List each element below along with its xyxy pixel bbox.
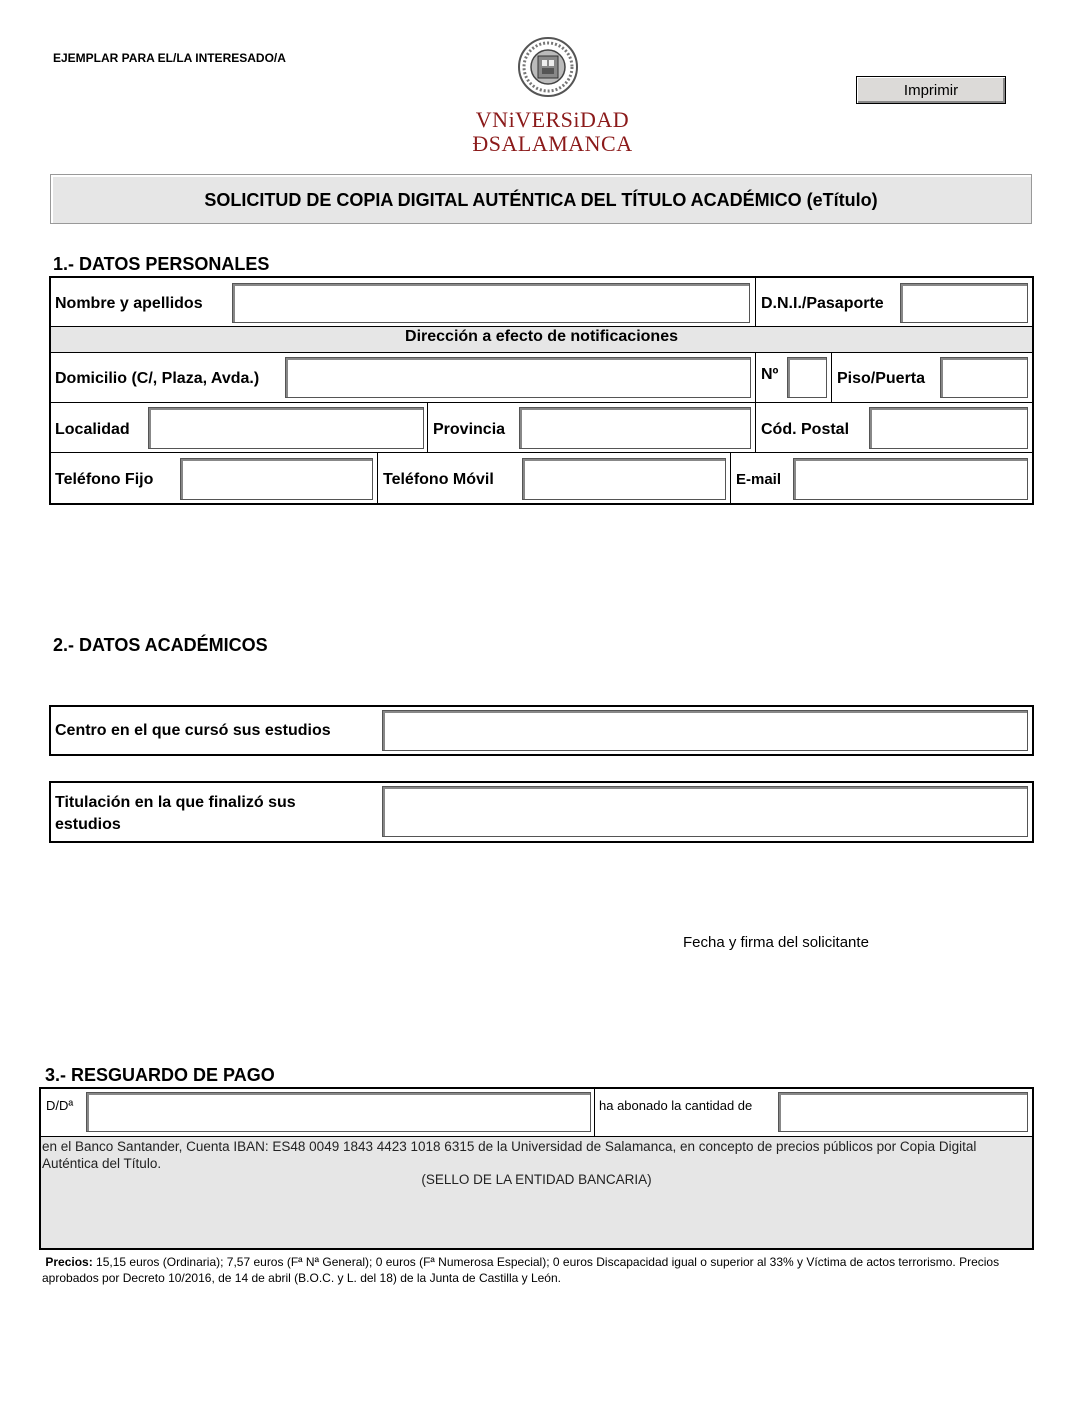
- amount-input[interactable]: [778, 1092, 1028, 1132]
- mobile-input[interactable]: [522, 458, 726, 500]
- copy-label: EJEMPLAR PARA EL/LA INTERESADO/A: [53, 51, 286, 65]
- section-personal-title: 1.- DATOS PERSONALES: [53, 254, 270, 274]
- floor-label: Piso/Puerta: [837, 370, 926, 387]
- degree-input[interactable]: [382, 786, 1028, 837]
- center-label: Centro en el que cursó sus estudios: [55, 722, 331, 739]
- city-label: Localidad: [55, 421, 130, 438]
- province-label: Provincia: [433, 421, 506, 438]
- university-seal-icon: [518, 34, 578, 100]
- degree-label: Titulación en la que finalizó sus estudios: [55, 794, 296, 833]
- postal-input[interactable]: [869, 407, 1028, 449]
- province-input[interactable]: [519, 407, 751, 449]
- number-label: Nº: [761, 366, 779, 383]
- payer-input[interactable]: [86, 1092, 591, 1132]
- university-logo-text: VNiVERSiDAD ÐSALAMANCA: [472, 107, 633, 156]
- dni-input[interactable]: [900, 283, 1028, 323]
- email-label: E-mail: [736, 471, 782, 488]
- phone-label: Teléfono Fijo: [55, 471, 154, 488]
- street-input[interactable]: [285, 357, 751, 398]
- postal-label: Cód. Postal: [761, 421, 850, 438]
- prices-note: Precios: 15,15 euros (Ordinaria); 7,57 euros (Fª Nª General); 0 euros (Fª Numerosa Especial); 0 euros Discapacidad igual o superior al 33% y Víctima de actos terrorismo. Precios aprobados por Decreto 10/2016, de 14 de abril (B.O.C. y L. del 18) de la Junta de Castilla y León.: [42, 1255, 1000, 1285]
- number-input[interactable]: [787, 357, 827, 398]
- dni-label: D.N.I./Pasaporte: [761, 295, 884, 312]
- amount-label: ha abonado la cantidad de: [599, 1098, 753, 1113]
- payer-label: D/Dª: [46, 1098, 74, 1113]
- section-academic-title: 2.- DATOS ACADÉMICOS: [53, 635, 268, 655]
- section-payment-title: 3.- RESGUARDO DE PAGO: [45, 1065, 275, 1085]
- address-header: Dirección a efecto de notificaciones: [405, 328, 678, 345]
- signature-label: Fecha y firma del solicitante: [683, 934, 869, 951]
- street-label: Domicilio (C/, Plaza, Avda.): [55, 370, 260, 387]
- email-input[interactable]: [793, 458, 1028, 500]
- floor-input[interactable]: [940, 357, 1028, 398]
- city-input[interactable]: [148, 407, 424, 449]
- center-input[interactable]: [382, 710, 1028, 751]
- name-input[interactable]: [232, 283, 750, 323]
- stamp-label: (SELLO DE LA ENTIDAD BANCARIA): [421, 1172, 652, 1187]
- phone-input[interactable]: [180, 458, 373, 500]
- bank-text: en el Banco Santander, Cuenta IBAN: ES48 0049 1843 4423 1018 6315 de la Universidad de Salamanca, en concepto de precios públicos por Copia Digital Auténtica del Título.: [42, 1139, 977, 1171]
- print-button[interactable]: Imprimir: [856, 76, 1006, 104]
- form-title: SOLICITUD DE COPIA DIGITAL AUTÉNTICA DEL TÍTULO ACADÉMICO (eTítulo): [50, 174, 1032, 224]
- mobile-label: Teléfono Móvil: [383, 471, 494, 488]
- name-label: Nombre y apellidos: [55, 295, 203, 312]
